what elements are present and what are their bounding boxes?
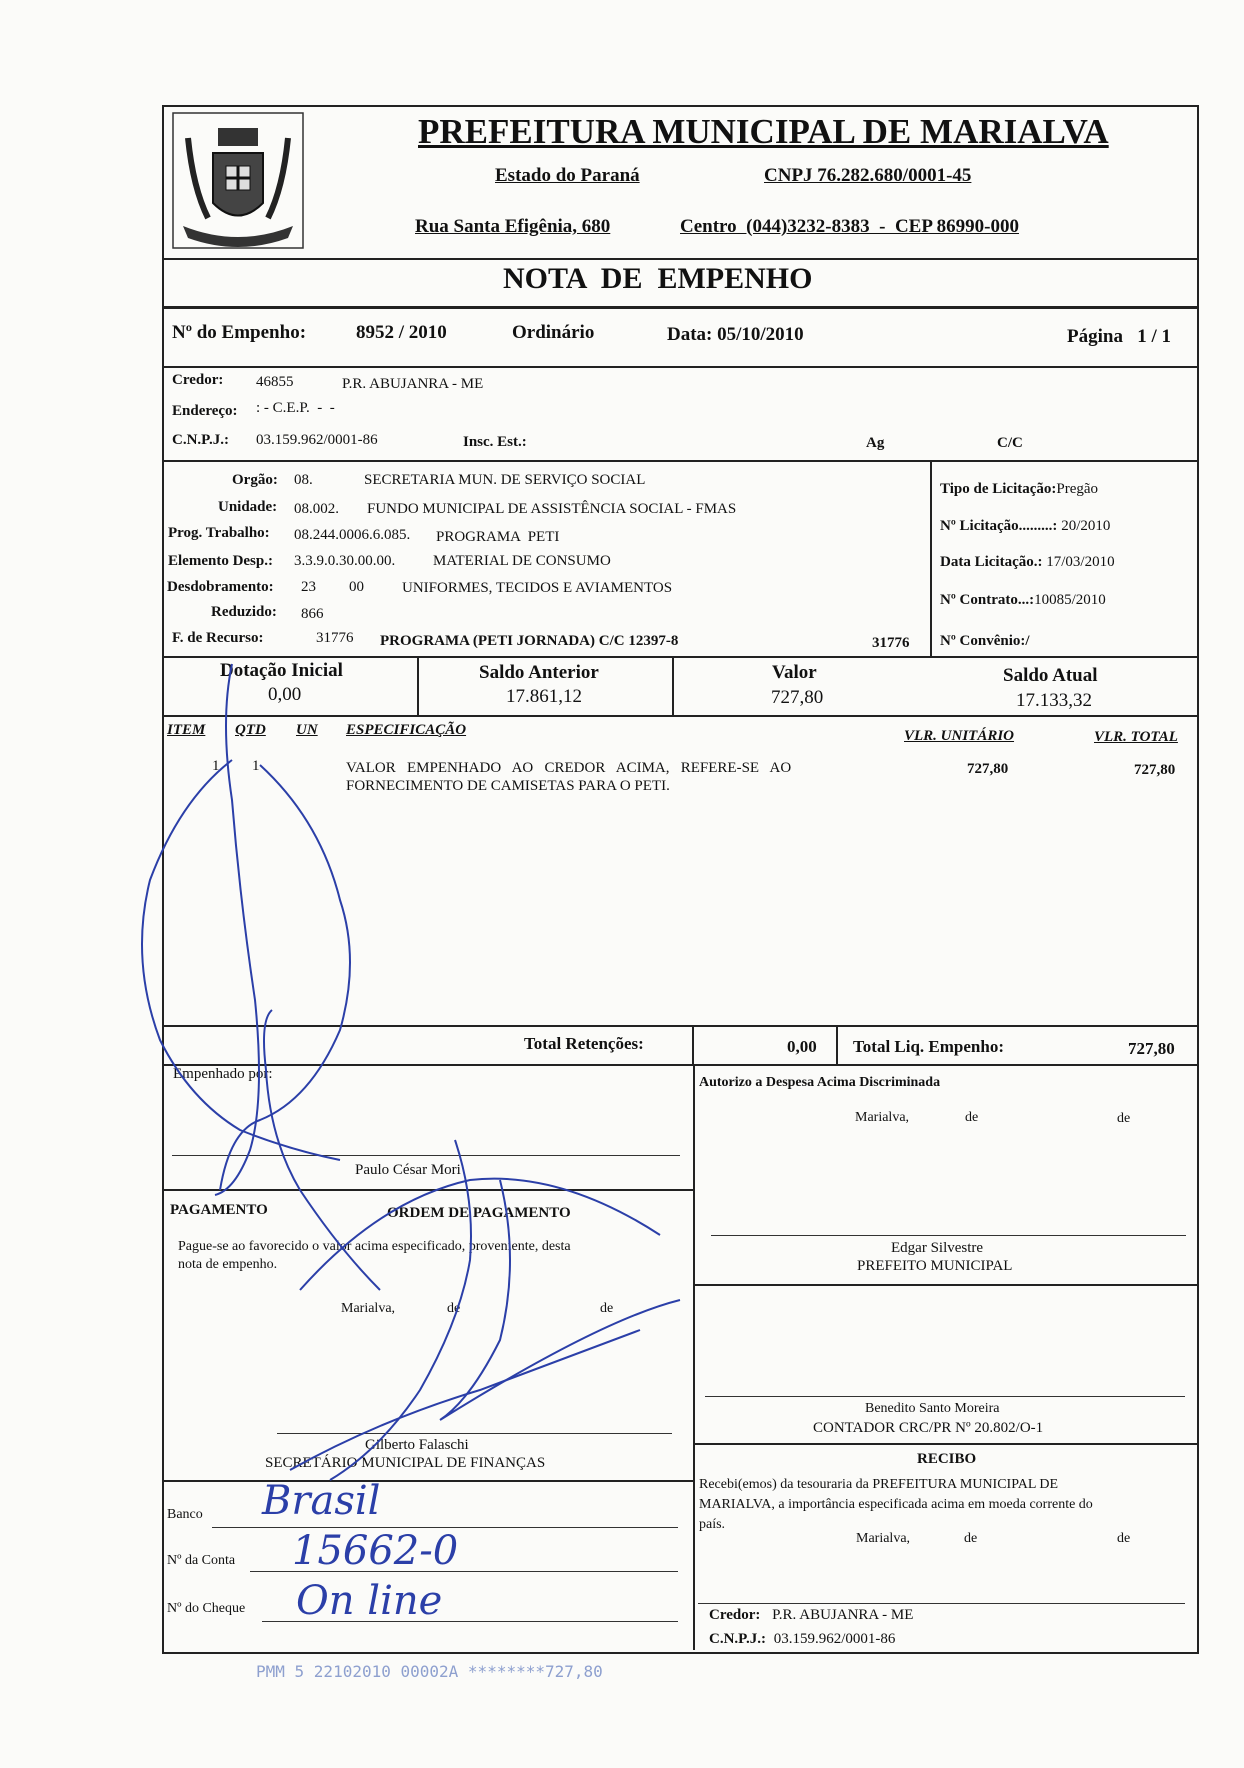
validation-stamp: PMM 5 22102010 00002A ********727,80: [256, 1662, 603, 1681]
recibo-de1: de: [964, 1531, 978, 1546]
th-vlr-total: VLR. TOTAL: [1094, 729, 1178, 745]
cnpj-value: 03.159.962/0001-86: [256, 432, 378, 448]
prefeito-name: Edgar Silvestre: [891, 1240, 984, 1256]
fonte-name: PROGRAMA (PETI JORNADA) C/C 12397-8: [380, 633, 679, 649]
th-item: ITEM: [167, 722, 206, 738]
conta-label: Nº da Conta: [167, 1553, 236, 1568]
credor-name: P.R. ABUJANRA - ME: [342, 376, 484, 392]
prog-code: 08.244.0006.6.085.: [294, 527, 411, 543]
credor-code: 46855: [256, 374, 294, 390]
address-label: Endereço:: [172, 403, 238, 419]
financas-role: SECRETÁRIO MUNICIPAL DE FINANÇAS: [265, 1455, 546, 1471]
autorizo-de2: de: [1117, 1111, 1131, 1126]
pague-line1: Pague-se ao favorecido o valor acima especificado, proveniente, desta: [178, 1239, 571, 1254]
num-convenio: Nº Convênio:/: [940, 633, 1030, 649]
valor-value: 727,80: [771, 687, 824, 708]
total-liq-label: Total Liq. Empenho:: [853, 1037, 1004, 1056]
fonte-label: F. de Recurso:: [172, 630, 264, 646]
coat-of-arms-logo: [168, 108, 308, 253]
unidade-name: FUNDO MUNICIPAL DE ASSISTÊNCIA SOCIAL - FMAS: [367, 501, 737, 517]
saldo-atual-value: 17.133,32: [1016, 690, 1092, 711]
recibo-marialva: Marialva,: [856, 1531, 911, 1546]
desdob-name: UNIFORMES, TECIDOS E AVIAMENTOS: [402, 580, 673, 596]
header-state: Estado do Paraná: [495, 165, 640, 186]
dotacao-label: Dotação Inicial: [220, 660, 343, 681]
elem-code: 3.3.9.0.30.00.00.: [294, 553, 396, 569]
empenho-date: Data: 05/10/2010: [667, 324, 804, 345]
desdob-label: Desdobramento:: [167, 579, 274, 595]
header-address: Rua Santa Efigênia, 680: [415, 216, 611, 237]
doc-title: NOTA DE EMPENHO: [503, 262, 813, 295]
reduzido-value: 866: [301, 606, 324, 622]
ordem-de2: de: [600, 1301, 614, 1316]
ag-label: Ag: [866, 435, 885, 451]
recibo-cnpj: C.N.P.J.: 03.159.962/0001-86: [709, 1631, 896, 1647]
orgao-label: Orgão:: [232, 472, 278, 488]
ordem-marialva: Marialva,: [341, 1301, 396, 1316]
contador-name: Benedito Santo Moreira: [865, 1401, 1000, 1416]
recibo-credor: Credor: P.R. ABUJANRA - ME: [709, 1607, 914, 1623]
row-item: 1: [212, 758, 220, 774]
empenho-kind: Ordinário: [512, 322, 595, 343]
valor-label: Valor: [772, 662, 817, 683]
unidade-label: Unidade:: [218, 499, 278, 515]
contador-role: CONTADOR CRC/PR Nº 20.802/O-1: [813, 1420, 1044, 1436]
row-desc-line2: FORNECIMENTO DE CAMISETAS PARA O PETI.: [346, 778, 670, 794]
elem-label: Elemento Desp.:: [168, 553, 273, 569]
address-value: : - C.E.P. - -: [256, 400, 335, 416]
conta-handwritten: 15662-0: [292, 1528, 459, 1574]
unidade-code: 08.002.: [294, 501, 339, 517]
fonte-code2: 31776: [872, 635, 910, 651]
recibo-line3: país.: [699, 1517, 726, 1532]
cheque-label: Nº do Cheque: [167, 1601, 246, 1616]
pague-line2: nota de empenho.: [178, 1257, 278, 1272]
recibo-title: RECIBO: [917, 1451, 977, 1467]
empenhado-signer: Paulo César Mori: [355, 1162, 461, 1178]
fonte-code: 31776: [316, 630, 354, 646]
saldo-anterior-value: 17.861,12: [506, 686, 582, 707]
total-liq-value: 727,80: [1128, 1039, 1175, 1058]
prog-name: PROGRAMA PETI: [436, 529, 560, 545]
elem-name: MATERIAL DE CONSUMO: [433, 553, 611, 569]
recibo-de2: de: [1117, 1531, 1131, 1546]
credor-label: Credor:: [172, 372, 224, 388]
th-qtd: QTD: [235, 722, 266, 738]
saldo-atual-label: Saldo Atual: [1003, 665, 1098, 686]
row-desc-line1: VALOR EMPENHADO AO CREDOR ACIMA, REFERE-SE AO: [346, 760, 792, 776]
empenho-number-label: Nº do Empenho:: [172, 322, 307, 343]
reduzido-label: Reduzido:: [211, 604, 277, 620]
saldo-anterior-label: Saldo Anterior: [479, 662, 599, 683]
pagamento-label: PAGAMENTO: [170, 1202, 268, 1218]
header-contact: Centro (044)3232-8383 - CEP 86990-000: [680, 216, 1019, 237]
row-total: 727,80: [1134, 762, 1176, 778]
autorizo-de1: de: [965, 1110, 979, 1125]
th-vlr-unitario: VLR. UNITÁRIO: [904, 728, 1015, 744]
num-licitacao: Nº Licitação.........: 20/2010: [940, 518, 1111, 534]
row-qtd: 1: [252, 758, 260, 774]
ordem-de1: de: [447, 1301, 461, 1316]
autorizo-label: Autorizo a Despesa Acima Discriminada: [699, 1075, 941, 1090]
cc-label: C/C: [997, 435, 1023, 451]
row-unit: 727,80: [967, 761, 1009, 777]
orgao-name: SECRETARIA MUN. DE SERVIÇO SOCIAL: [364, 472, 646, 488]
num-contrato: Nº Contrato...:10085/2010: [940, 592, 1106, 608]
financas-signer: Gilberto Falaschi: [365, 1437, 469, 1453]
tipo-licitacao-label: Tipo de Licitação:Pregão: [940, 481, 1099, 497]
prefeito-role: PREFEITO MUNICIPAL: [857, 1258, 1013, 1274]
total-retencoes-value: 0,00: [787, 1037, 817, 1056]
recibo-line1: Recebi(emos) da tesouraria da PREFEITURA MUNICIPAL DE: [699, 1477, 1059, 1492]
ordem-pagamento-label: ORDEM DE PAGAMENTO: [387, 1205, 571, 1221]
header-cnpj: CNPJ 76.282.680/0001-45: [764, 165, 972, 186]
header-title: PREFEITURA MUNICIPAL DE MARIALVA: [418, 112, 1109, 151]
insc-label: Insc. Est.:: [463, 434, 527, 450]
empenhado-por-label: Empenhado por:: [173, 1066, 273, 1082]
banco-label: Banco: [167, 1507, 203, 1522]
desdob-b: 00: [349, 579, 364, 595]
data-licitacao: Data Licitação.: 17/03/2010: [940, 554, 1115, 570]
orgao-code: 08.: [294, 472, 313, 488]
cheque-handwritten: On line: [296, 1578, 443, 1624]
desdob-a: 23: [301, 579, 316, 595]
th-especificacao: ESPECIFICAÇÃO: [346, 722, 467, 738]
th-un: UN: [296, 722, 318, 738]
cnpj-label: C.N.P.J.:: [172, 432, 229, 448]
empenho-page: Página 1 / 1: [1067, 326, 1171, 347]
banco-handwritten: Brasil: [262, 1478, 381, 1524]
dotacao-value: 0,00: [268, 684, 302, 705]
recibo-line2: MARIALVA, a importância especificada acima em moeda corrente do: [699, 1497, 1093, 1512]
autorizo-marialva: Marialva,: [855, 1110, 910, 1125]
prog-label: Prog. Trabalho:: [168, 525, 270, 541]
empenho-number: 8952 / 2010: [356, 322, 447, 343]
total-retencoes-label: Total Retenções:: [524, 1034, 644, 1053]
